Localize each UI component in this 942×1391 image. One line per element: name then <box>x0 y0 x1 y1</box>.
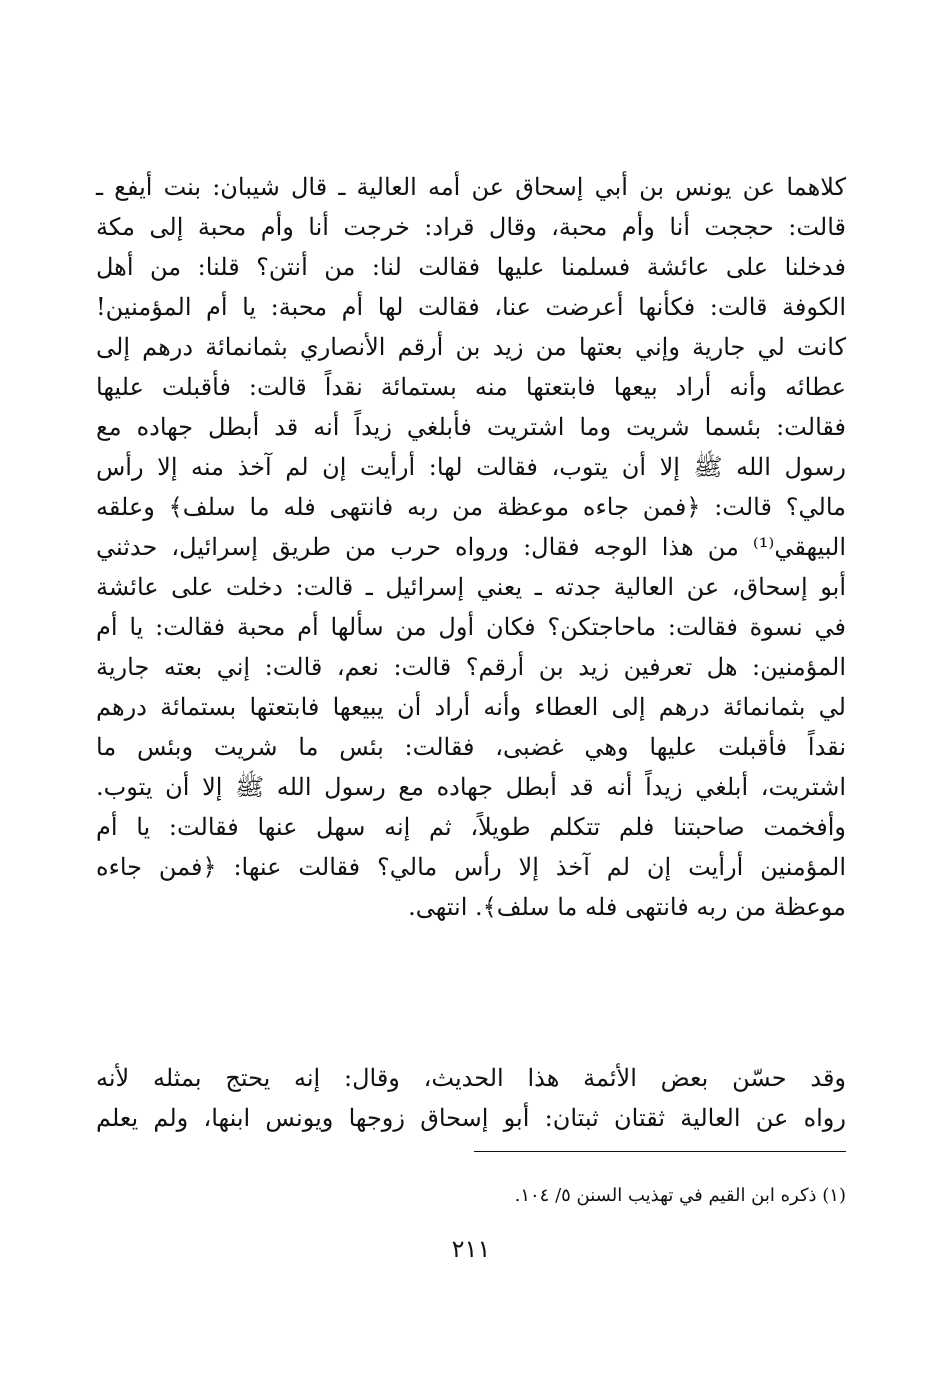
text-line: مالي؟ قالت: ﴿فمن جاءه موعظة من ربه فانتهى فله ما سلف﴾ وعلقه <box>96 493 846 521</box>
text-line: رواه عن العالية ثقتان ثبتان: أبو إسحاق زوجها ويونس ابنها، ولم يعلم <box>96 1104 846 1132</box>
text-line: كلاهما عن يونس بن أبي إسحاق عن أمه العالية ـ قال شيبان: بنت أيفع ـ <box>96 173 846 201</box>
main-paragraph <box>96 167 846 927</box>
footnote-divider <box>474 1151 846 1152</box>
text-line: المؤمنين أرأيت إن لم آخذ إلا رأس مالي؟ فقالت عنها: ﴿فمن جاءه <box>96 853 846 881</box>
text-line: أبو إسحاق، عن العالية جدته ـ يعني إسرائيل ـ قالت: دخلت على عائشة <box>96 573 846 601</box>
text-line: الكوفة قالت: فكأنها أعرضت عنا، فقالت لها أم محبة: يا أم المؤمنين! <box>96 293 846 321</box>
text-line: فدخلنا على عائشة فسلمنا عليها فقالت لنا: من أنتن؟ قلنا: من أهل <box>96 253 846 281</box>
text-line: لي بثمانمائة درهم إلى العطاء وأنه أراد أن يبيعها فابتعتها بستمائة درهم <box>96 693 846 721</box>
text-line: في نسوة فقالت: ماحاجتكن؟ فكان أول من سألها أم محبة فقالت: يا أم <box>96 613 846 641</box>
text-line: وقد حسّن بعض الأئمة هذا الحديث، وقال: إنه يحتج بمثله لأنه <box>96 1064 846 1092</box>
second-paragraph <box>96 1058 846 1138</box>
text-line: قالت: حججت أنا وأم محبة، وقال قراد: خرجت أنا وأم محبة إلى مكة <box>96 213 846 241</box>
text-line: وأفخمت صاحبتنا فلم تتكلم طويلاً، ثم إنه سهل عنها فقالت: يا أم <box>96 813 846 841</box>
text-line: اشتريت، أبلغي زيداً أنه قد أبطل جهاده مع رسول الله ﷺ إلا أن يتوب. <box>96 773 846 801</box>
text-line: فقالت: بئسما شريت وما اشتريت فأبلغي زيداً أنه قد أبطل جهاده مع <box>96 413 846 441</box>
footnote: (١) ذكره ابن القيم في تهذيب السنن ٥/ ١٠٤. <box>514 1185 846 1206</box>
text-line: عطائه وأنه أراد بيعها فابتعتها منه بستمائة نقداً قالت: فأقبلت عليها <box>96 373 846 401</box>
page-number: ٢١١ <box>451 1235 491 1263</box>
text-line: رسول الله ﷺ إلا أن يتوب، فقالت لها: أرأيت إن لم آخذ منه إلا رأس <box>96 453 846 481</box>
text-line: المؤمنين: هل تعرفين زيد بن أرقم؟ قالت: نعم، قالت: إني بعته جارية <box>96 653 847 681</box>
text-line: نقداً فأقبلت عليها وهي غضبى، فقالت: بئس ما شريت وبئس ما <box>96 733 846 761</box>
text-line: البيهقي⁽¹⁾ من هذا الوجه فقال: ورواه حرب من طريق إسرائيل، حدثني <box>96 533 846 561</box>
text-line: كانت لي جارية وإني بعتها من زيد بن أرقم الأنصاري بثمانمائة درهم إلى <box>96 333 846 361</box>
text-line: موعظة من ربه فانتهى فله ما سلف﴾. انتهى. <box>408 893 846 921</box>
